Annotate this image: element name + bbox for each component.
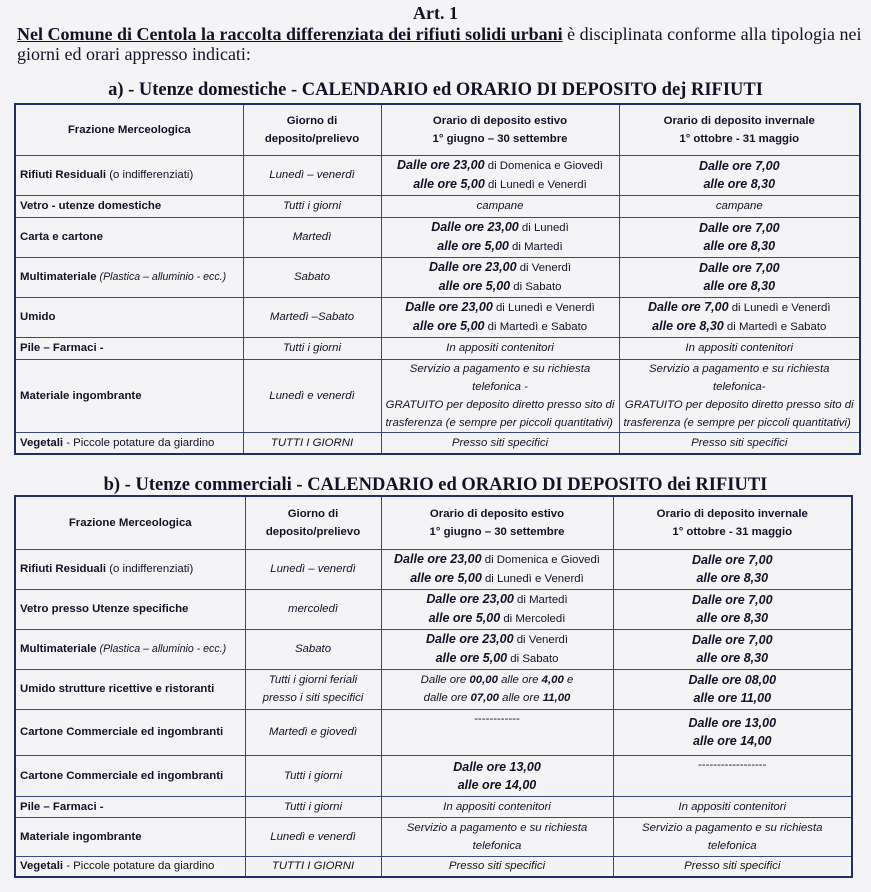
row-winter: Dalle ore 7,00 alle ore 8,30 (613, 629, 852, 669)
row-fraction: Carta e cartone (15, 217, 243, 257)
header-day: Giorno di deposito/prelievo (245, 496, 381, 549)
table-header-row (15, 104, 860, 155)
row-winter: Dalle ore 7,00 alle ore 8,30 (619, 257, 860, 297)
row-day: TUTTI I GIORNI (243, 432, 381, 454)
row-fraction: Materiale ingombrante (15, 359, 243, 432)
intro-rest: è disciplinata conforme alla tipologia nei giorni ed orari appresso indicati: (17, 24, 862, 64)
commercial-schedule-table (14, 495, 853, 878)
row-fraction: Rifiuti Residuali (o indifferenziati) (15, 549, 245, 589)
row-fraction: Vetro - utenze domestiche (15, 195, 243, 217)
header-fraction: Frazione Merceologica (15, 104, 243, 155)
row-summer: Servizio a pagamento e su richiesta telefonica (381, 817, 613, 856)
header-day: Giorno di deposito/prelievo (243, 104, 381, 155)
row-day: Tutti i giorni (245, 755, 381, 796)
table-row (15, 432, 860, 454)
row-summer: In appositi contenitori (381, 337, 619, 359)
table-row (15, 817, 852, 856)
header-winter: Orario di deposito invernale 1° ottobre - 31 maggio (613, 496, 852, 549)
table-row (15, 549, 852, 589)
row-summer: Presso siti specifici (381, 432, 619, 454)
table-row (15, 755, 852, 796)
row-winter: campane (619, 195, 860, 217)
row-summer: ------------ (381, 709, 613, 755)
row-day: Lunedì e venerdì (243, 359, 381, 432)
row-fraction: Cartone Commerciale ed ingombranti (15, 709, 245, 755)
section-a-title: a) - Utenze domestiche - CALENDARIO ed ORARIO DI DEPOSITO dej RIFIUTI (108, 80, 763, 100)
row-winter: In appositi contenitori (613, 796, 852, 817)
row-day: Martedì e giovedì (245, 709, 381, 755)
table-row (15, 195, 860, 217)
row-winter: Servizio a pagamento e su richiesta telefonica- GRATUITO per deposito diretto presso sito di trasferenza (e sempre per piccoli quantitativi) (619, 359, 860, 432)
row-winter: Dalle ore 7,00 alle ore 8,30 (619, 155, 860, 195)
row-winter: Dalle ore 08,00 alle ore 11,00 (613, 669, 852, 709)
row-summer: Dalle ore 23,00 di Martedì alle ore 5,00 di Mercoledì (381, 589, 613, 629)
row-day: Lunedì – venerdì (245, 549, 381, 589)
row-summer: Dalle ore 23,00 di Domenica e Giovedì alle ore 5,00 di Lunedì e Venerdì (381, 549, 613, 589)
article-heading: Art. 1 (413, 3, 458, 23)
table-row (15, 709, 852, 755)
table-row (15, 337, 860, 359)
row-summer: Servizio a pagamento e su richiesta telefonica - GRATUITO per deposito diretto presso sito di trasferenza (e sempre per piccoli quantitativi) (381, 359, 619, 432)
row-fraction: Umido strutture ricettive e ristoranti (15, 669, 245, 709)
row-fraction: Rifiuti Residuali (o indifferenziati) (15, 155, 243, 195)
header-winter: Orario di deposito invernale 1° ottobre - 31 maggio (619, 104, 860, 155)
row-summer: In appositi contenitori (381, 796, 613, 817)
row-day: Sabato (245, 629, 381, 669)
row-winter: Presso siti specifici (619, 432, 860, 454)
domestic-schedule-table (14, 103, 861, 455)
row-summer: Dalle ore 23,00 di Lunedì e Venerdì alle ore 5,00 di Martedì e Sabato (381, 297, 619, 337)
row-summer: Dalle ore 13,00 alle ore 14,00 (381, 755, 613, 796)
row-day: Lunedì e venerdì (245, 817, 381, 856)
row-summer: campane (381, 195, 619, 217)
row-fraction: Multimateriale (Plastica – alluminio - ecc.) (15, 629, 245, 669)
row-day: Tutti i giorni feriali presso i siti specifici (245, 669, 381, 709)
row-winter: Dalle ore 7,00 alle ore 8,30 (613, 589, 852, 629)
table-row (15, 257, 860, 297)
row-day: Tutti i giorni (243, 195, 381, 217)
section-b-title: b) - Utenze commerciali - CALENDARIO ed ORARIO DI DEPOSITO dei RIFIUTI (103, 475, 768, 495)
row-fraction: Materiale ingombrante (15, 817, 245, 856)
table-row (15, 297, 860, 337)
table-row (15, 155, 860, 195)
table-row (15, 669, 852, 709)
table-row (15, 856, 852, 877)
row-summer: Dalle ore 23,00 di Lunedì alle ore 5,00 di Martedì (381, 217, 619, 257)
row-day: Martedì (243, 217, 381, 257)
row-winter: Dalle ore 7,00 alle ore 8,30 (613, 549, 852, 589)
table-row (15, 217, 860, 257)
row-summer: Dalle ore 23,00 di Domenica e Giovedì alle ore 5,00 di Lunedì e Venerdì (381, 155, 619, 195)
row-day: mercoledì (245, 589, 381, 629)
header-fraction: Frazione Merceologica (15, 496, 245, 549)
row-fraction: Cartone Commerciale ed ingombranti (15, 755, 245, 796)
row-fraction: Umido (15, 297, 243, 337)
row-winter: Servizio a pagamento e su richiesta telefonica (613, 817, 852, 856)
row-fraction: Vegetali - Piccole potature da giardino (15, 432, 243, 454)
table-row (15, 629, 852, 669)
table-row (15, 796, 852, 817)
row-winter: Presso siti specifici (613, 856, 852, 877)
row-winter: Dalle ore 7,00 alle ore 8,30 (619, 217, 860, 257)
header-summer: Orario di deposito estivo 1° giugno – 30 settembre (381, 496, 613, 549)
table-header-row (15, 496, 852, 549)
intro-underlined: Nel Comune di Centola la raccolta differenziata dei rifiuti solidi urbani (17, 24, 563, 44)
row-winter: Dalle ore 7,00 di Lunedì e Venerdì alle ore 8,30 di Martedì e Sabato (619, 297, 860, 337)
row-fraction: Pile – Farmaci - (15, 796, 245, 817)
row-day: Sabato (243, 257, 381, 297)
table-row (15, 589, 852, 629)
row-summer: Presso siti specifici (381, 856, 613, 877)
intro-paragraph (17, 24, 867, 64)
row-fraction: Vetro presso Utenze specifiche (15, 589, 245, 629)
row-fraction: Multimateriale (Plastica – alluminio - ecc.) (15, 257, 243, 297)
row-day: TUTTI I GIORNI (245, 856, 381, 877)
row-summer: Dalle ore 23,00 di Venerdì alle ore 5,00 di Sabato (381, 629, 613, 669)
row-winter: Dalle ore 13,00 alle ore 14,00 (613, 709, 852, 755)
row-day: Tutti i giorni (243, 337, 381, 359)
row-summer: Dalle ore 23,00 di Venerdì alle ore 5,00 di Sabato (381, 257, 619, 297)
row-fraction: Pile – Farmaci - (15, 337, 243, 359)
row-day: Tutti i giorni (245, 796, 381, 817)
header-summer: Orario di deposito estivo 1° giugno – 30 settembre (381, 104, 619, 155)
table-row (15, 359, 860, 432)
row-summer: Dalle ore 00,00 alle ore 4,00 e dalle ore 07,00 alle ore 11,00 (381, 669, 613, 709)
row-fraction: Vegetali - Piccole potature da giardino (15, 856, 245, 877)
row-day: Lunedì – venerdì (243, 155, 381, 195)
row-winter: In appositi contenitori (619, 337, 860, 359)
row-day: Martedì –Sabato (243, 297, 381, 337)
row-winter: ------------------ (613, 755, 852, 796)
